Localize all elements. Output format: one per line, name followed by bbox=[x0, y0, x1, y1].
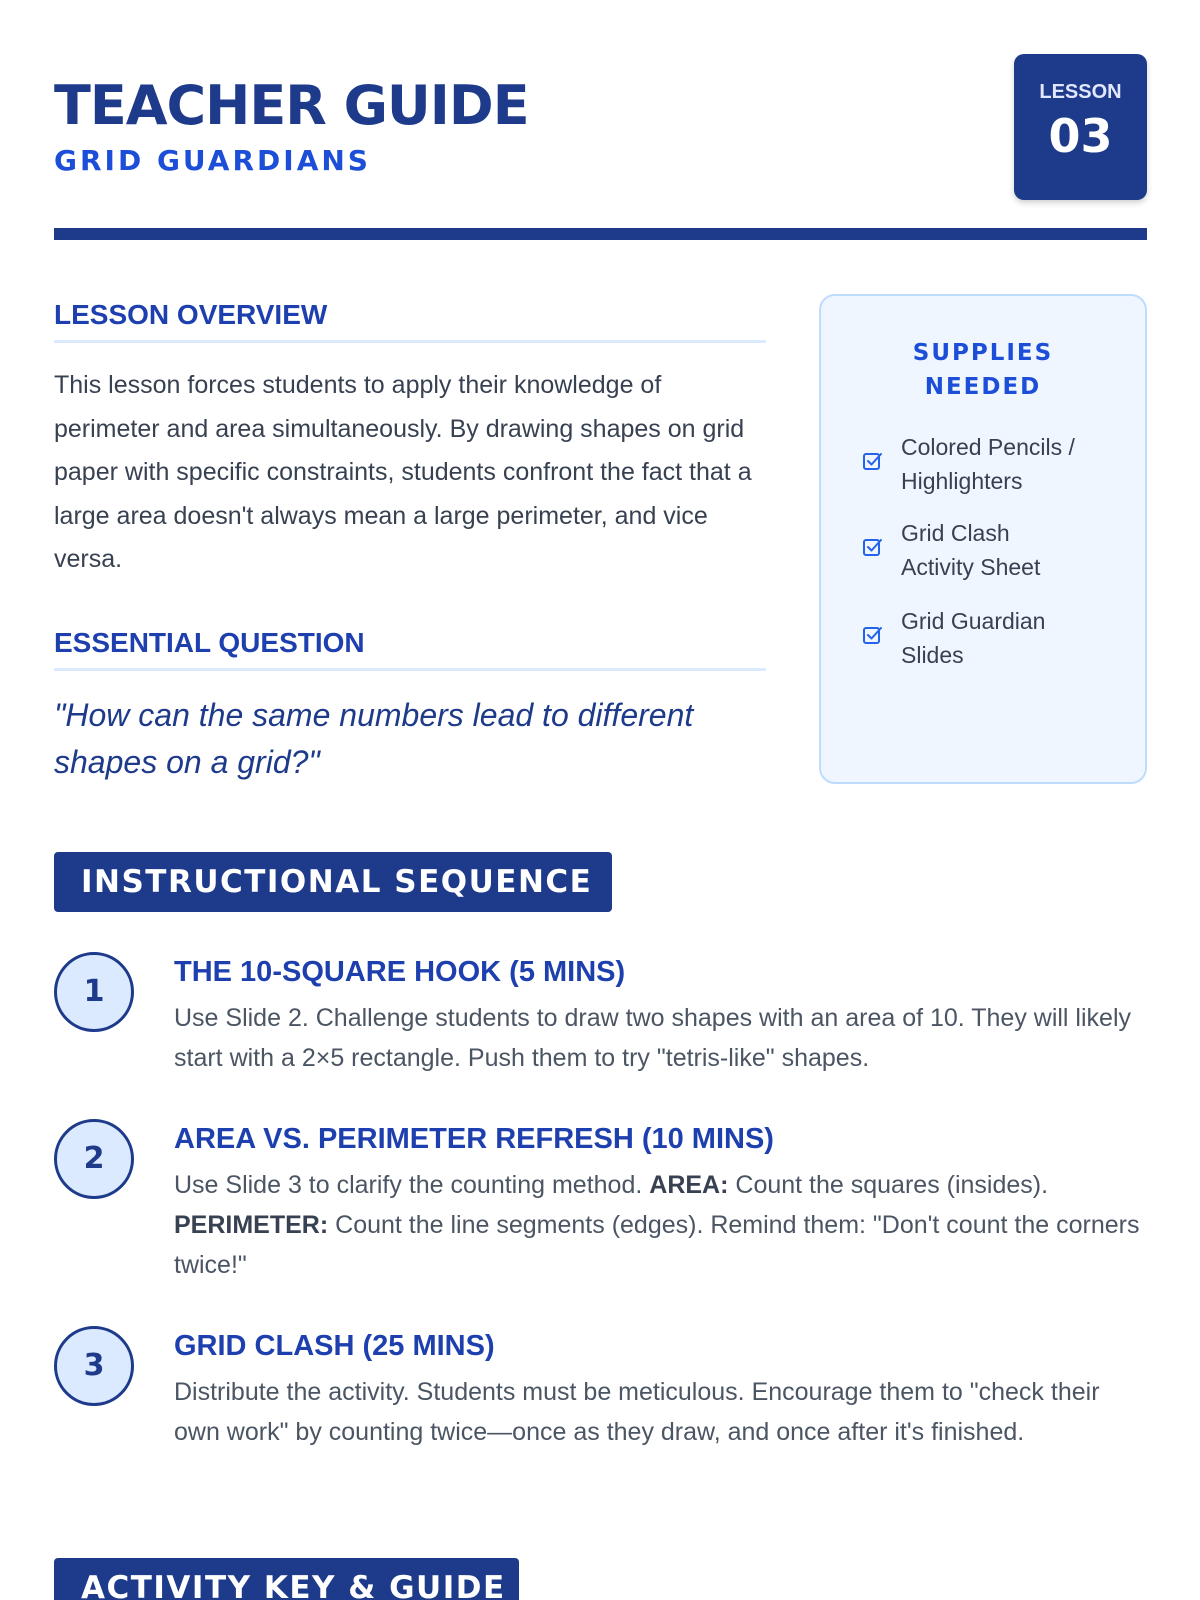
essential-question-heading: ESSENTIAL QUESTION bbox=[54, 626, 766, 671]
step-body: Distribute the activity. Students must be meticulous. Encourage them to "check their own work" by counting twice—once as they draw, and once after it's finished. bbox=[174, 1378, 1100, 1446]
checkbox-icon bbox=[861, 624, 885, 648]
page-title: TEACHER GUIDE bbox=[54, 74, 529, 137]
supply-item-label: Grid Guardian Slides bbox=[901, 608, 1046, 668]
step-number: 2 bbox=[54, 1119, 134, 1199]
perimeter-label: PERIMETER: bbox=[174, 1211, 329, 1239]
lesson-overview-heading: LESSON OVERVIEW bbox=[54, 298, 766, 343]
supplies-title bbox=[819, 336, 1147, 404]
page-subtitle: GRID GUARDIANS bbox=[54, 144, 371, 177]
supply-item bbox=[861, 604, 1121, 674]
step-number: 3 bbox=[54, 1326, 134, 1406]
lesson-label: LESSON bbox=[1039, 81, 1122, 103]
supply-item-label: Grid Clash Activity Sheet bbox=[901, 520, 1041, 580]
header bbox=[54, 54, 1147, 204]
essential-question-text: "How can the same numbers lead to different shapes on a grid?" bbox=[54, 697, 694, 780]
instructional-sequence-heading: INSTRUCTIONAL SEQUENCE bbox=[54, 852, 612, 912]
supply-item-label: Colored Pencils / Highlighters bbox=[901, 434, 1075, 494]
step-title: GRID CLASH (25 MINS) bbox=[174, 1330, 495, 1362]
step-title: THE 10-SQUARE HOOK (5 MINS) bbox=[174, 956, 626, 988]
step-number: 1 bbox=[54, 952, 134, 1032]
step-body: Use Slide 2. Challenge students to draw two shapes with an area of 10. They will likely start with a 2×5 rectangle. Push them to try "tetris-like" shapes. bbox=[174, 1004, 1131, 1072]
teacher-guide-page bbox=[54, 0, 1147, 1600]
lesson-badge bbox=[1014, 54, 1147, 200]
checkbox-icon bbox=[861, 536, 885, 560]
supply-item bbox=[861, 516, 1121, 586]
area-label: AREA: bbox=[649, 1171, 729, 1199]
header-divider bbox=[54, 228, 1147, 240]
step-body bbox=[174, 1165, 1147, 1285]
perimeter-text: Count the line segments (edges). Remind them: "Don't count the corners twice!" bbox=[174, 1211, 1140, 1279]
area-text: Count the squares (insides). bbox=[735, 1171, 1049, 1199]
supply-item bbox=[861, 430, 1121, 500]
activity-key-heading: ACTIVITY KEY & GUIDE bbox=[54, 1558, 519, 1600]
supplies-title-text: SUPPLIES NEEDED bbox=[912, 340, 1054, 400]
lesson-number: 03 bbox=[1048, 109, 1113, 163]
checkbox-icon bbox=[861, 450, 885, 474]
lesson-overview-text: This lesson forces students to apply their knowledge of perimeter and area simultaneously. By drawing shapes on grid paper with specific constraints, students confront the fact that a large area doesn't always mean a large perimeter, and vice versa. bbox=[54, 371, 752, 573]
step-body-intro: Use Slide 3 to clarify the counting method. bbox=[174, 1171, 643, 1199]
step-title: AREA VS. PERIMETER REFRESH (10 MINS) bbox=[174, 1123, 774, 1155]
